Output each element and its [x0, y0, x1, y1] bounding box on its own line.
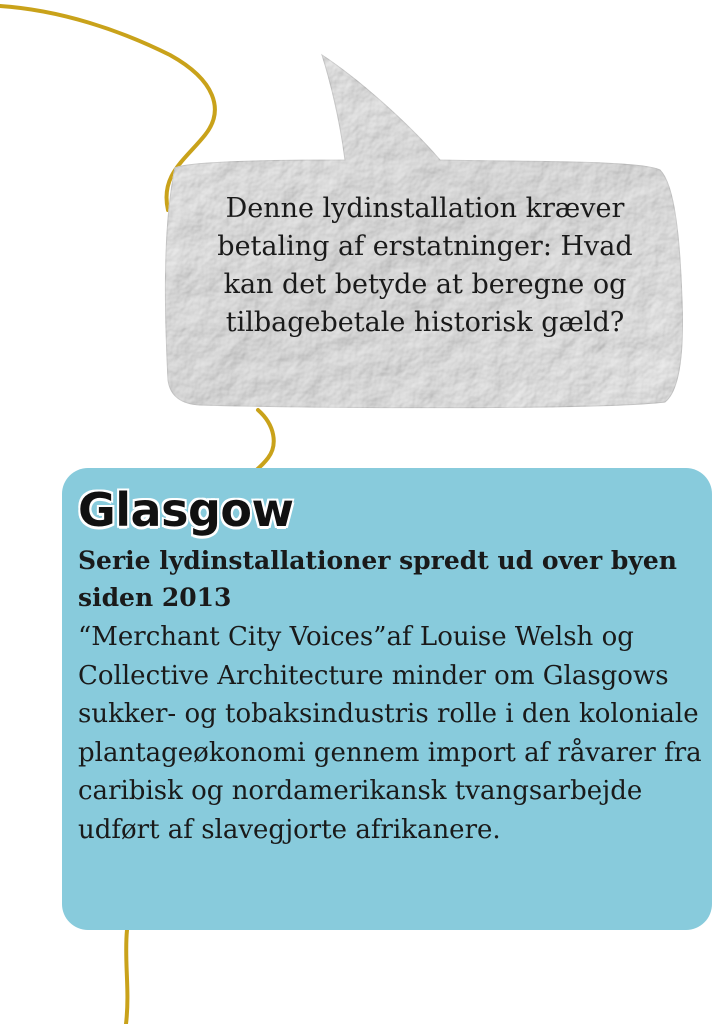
card-title: Glasgow [78, 483, 294, 537]
glasgow-info-card [62, 468, 712, 930]
card-body-text: “Merchant City Voices”af Louise Welsh og Collective Architecture minder om Glasgows sukker- og tobaksindustris rolle i den koloniale plantageøkonomi gennem import af råvarer fra caribisk og nordamerikansk tvangsarbejde udført af slavegjorte afrikanere. [78, 622, 702, 845]
card-subtitle: Serie lydinstallationer spredt ud over byen siden 2013 [78, 546, 677, 612]
speech-bubble-text: Denne lydinstallation kræver betaling af erstatninger: Hvad kan det betyde at beregne og tilbagebetale historisk gæld? [217, 193, 633, 338]
